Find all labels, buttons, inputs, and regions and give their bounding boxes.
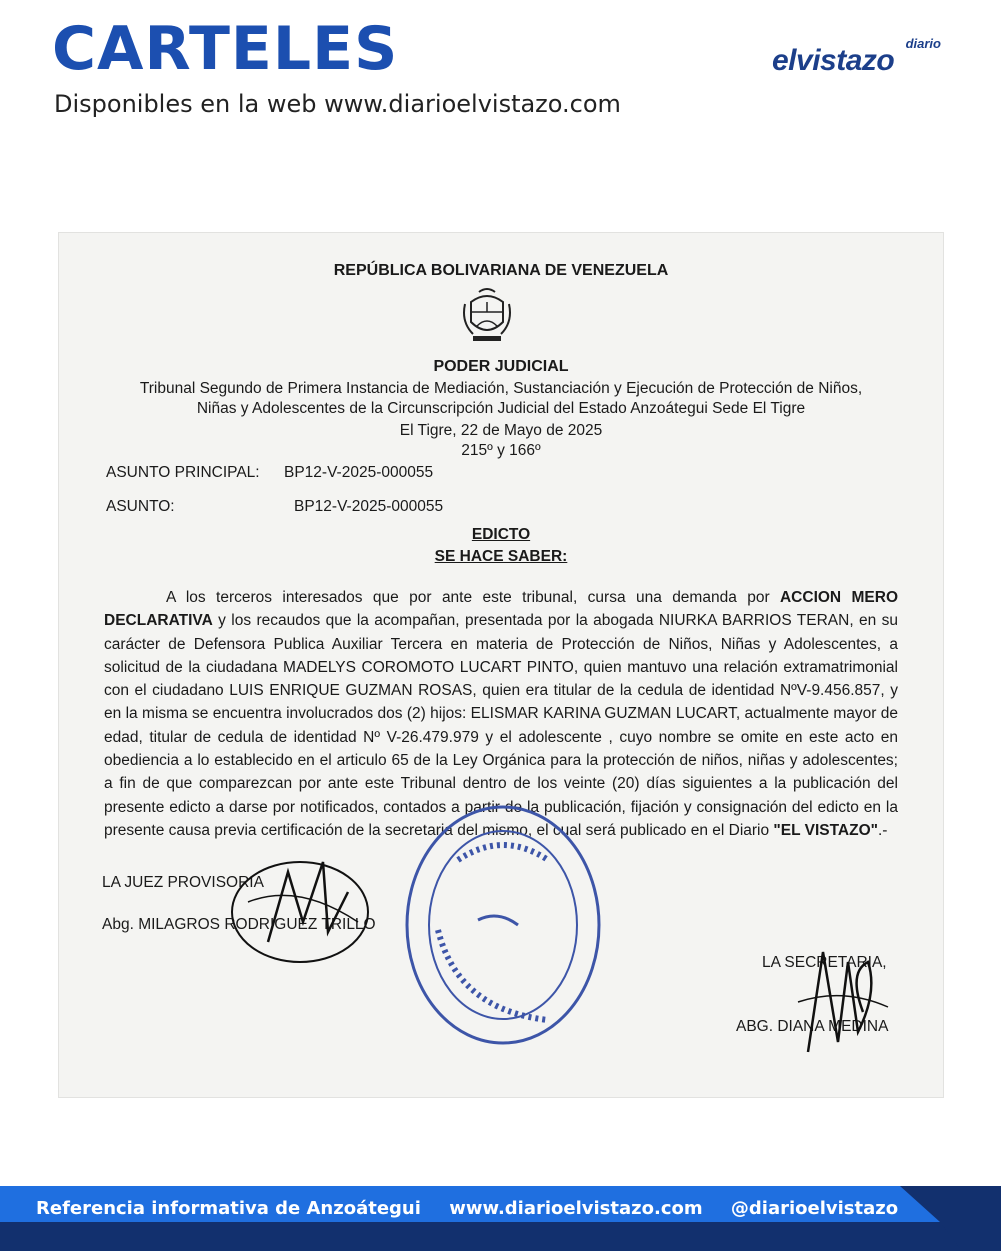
document-republic: REPÚBLICA BOLIVARIANA DE VENEZUELA	[333, 262, 669, 279]
judge-title: LA JUEZ PROVISORIA	[102, 874, 264, 891]
body-part-2: y los recaudos que la acompañan, presentada por la abogada NIURKA BARRIOS TERAN, en su carácter de Defensora Publica Auxiliar Tercera en materia de Protección de Niños, Niñas y Adolescentes, a solicitud de la ciudadana MADELYS COROMOTO LUCART PINTO, quien mantuvo una relación extramatrimonial con el ciudadano LUIS ENRIQUE GUZMAN ROSAS, quien era titular de la cedula de identidad NºV-9.456.857, y en la misma se encuentra involucrados dos (2) hijos: ELISMAR KARINA GUZMAN LUCART, actualmente mayor de edad, titular de cedula de identidad Nº V-26.479.979 y el adolescente , cuyo nombre se omite en este acto en obediencia a lo establecido en el articulo 65 de la Ley Orgánica para la protección de niños, niñas y adolescentes; a fin de que comparezcan por ante este Tribunal dentro de los veinte (20) días siguientes a la publicación del presente edicto a darse por notificados, contados a partir de la publicación, fijación y consignación del edicto en la presente causa previa certificación de la secretaria del mismo, el cual será publicado en el Diario	[104, 612, 898, 839]
body-bold-1: ACCION MERO DECLARATIVA	[104, 589, 898, 630]
document-body	[58, 232, 944, 1098]
edicto-heading: EDICTO	[471, 526, 531, 543]
footer-website[interactable]: www.diarioelvistazo.com	[449, 1198, 703, 1219]
hace-saber-heading: SE HACE SABER:	[434, 548, 568, 565]
main-subject-value: BP12-V-2025-000055	[284, 464, 434, 481]
body-end: .-	[877, 821, 888, 839]
secretary-name: ABG. DIANA MEDINA	[736, 1018, 889, 1035]
main-subject-label: ASUNTO PRINCIPAL:	[106, 464, 260, 481]
document-years: 215º y 166º	[461, 442, 541, 459]
subject-row	[106, 498, 443, 516]
footer-links	[36, 1198, 920, 1219]
tribunal-line-2: Niñas y Adolescentes de la Circunscripción Judicial del Estado Anzoátegui Sede El Tigre	[196, 400, 806, 417]
logo-main-text: elvistazo	[772, 44, 895, 77]
tribunal-stamp-icon	[398, 800, 608, 1050]
logo-small-text: diario	[905, 36, 941, 51]
judge-name: Abg. MILAGROS RODRIGUEZ TRILLO	[102, 916, 376, 933]
main-subject-row	[106, 464, 433, 482]
scanned-document	[58, 232, 944, 1098]
page-subtitle: Disponibles en la web www.diarioelvistazo.com	[54, 90, 621, 118]
tribunal-line-1: Tribunal Segundo de Primera Instancia de Mediación, Sustanciación y Ejecución de Protección de Niños,	[139, 380, 863, 397]
secretary-title: LA SECRETARIA,	[762, 954, 887, 971]
footer-handle[interactable]: @diarioelvistazo	[730, 1198, 899, 1219]
body-part-1: A los terceros interesados que por ante este tribunal, cursa una demanda por	[166, 589, 780, 606]
subject-value: BP12-V-2025-000055	[294, 498, 444, 515]
brand-logo[interactable]	[772, 36, 947, 84]
coat-of-arms-icon	[461, 286, 513, 344]
page-title: CARTELES	[52, 14, 399, 84]
document-date: El Tigre, 22 de Mayo de 2025	[399, 422, 603, 439]
document-power: PODER JUDICIAL	[433, 358, 569, 375]
judge-signature-icon	[228, 832, 378, 982]
body-bold-2: "EL VISTAZO"	[773, 821, 878, 839]
footer-reference: Referencia informativa de Anzoátegui	[36, 1198, 421, 1219]
subject-label: ASUNTO:	[106, 498, 175, 515]
secretary-signature-icon	[788, 932, 898, 1062]
